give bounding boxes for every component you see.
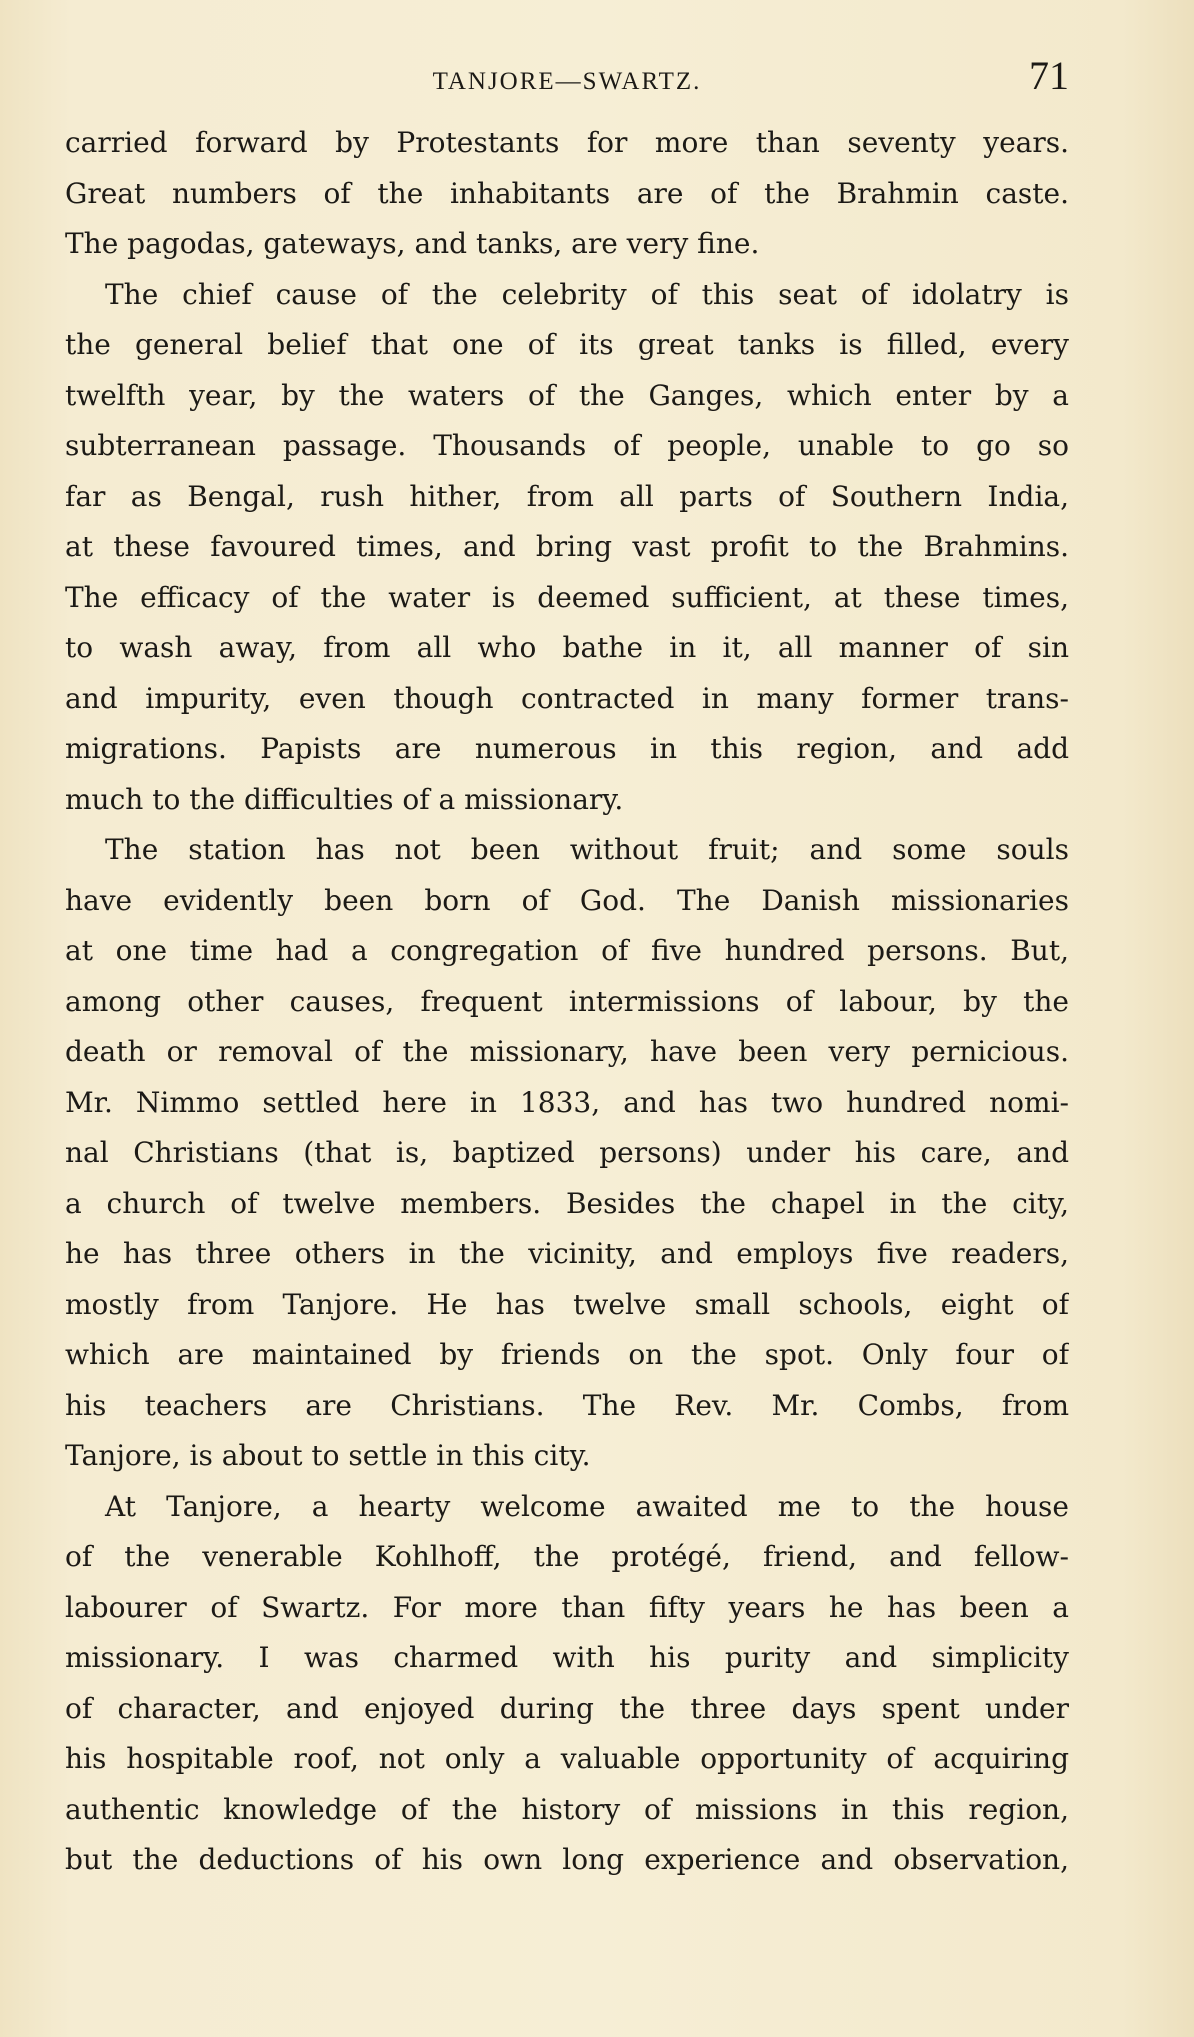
text-line: migrations. Papists are numerous in this region, and add xyxy=(65,732,1069,765)
body-text xyxy=(65,118,1069,1886)
text-line: and impurity, even though contracted in many former trans- xyxy=(65,681,1069,715)
text-line: at these favoured times, and bring vast profit to the Brahmins. xyxy=(65,530,1069,563)
text-line: At Tanjore, a hearty welcome awaited me to the house xyxy=(105,1489,1069,1523)
text-line: The station has not been without fruit; and some souls xyxy=(105,833,1069,866)
text-line: have evidently been born of God. The Danish missionaries xyxy=(65,883,1069,917)
text-line: Great numbers of the inhabitants are of the Brahmin caste. xyxy=(65,176,1069,210)
text-line: of character, and enjoyed during the three days spent under xyxy=(65,1691,1069,1725)
text-line: the general belief that one of its great tanks is filled, every xyxy=(65,328,1069,361)
text-line: nal Christians (that is, baptized persons) under his care, and xyxy=(65,1136,1069,1169)
text-line: which are maintained by friends on the spot. Only four of xyxy=(65,1338,1069,1371)
running-head: TANJORE—SWARTZ. xyxy=(432,68,702,95)
text-line: The pagodas, gateways, and tanks, are very fine. xyxy=(65,227,760,260)
text-line: twelfth year, by the waters of the Ganges, which enter by a xyxy=(65,378,1069,412)
text-line: to wash away, from all who bathe in it, all manner of sin xyxy=(65,631,1069,664)
text-line: The chief cause of the celebrity of this seat of idolatry is xyxy=(105,277,1069,311)
text-line: his hospitable roof, not only a valuable opportunity of acquiring xyxy=(65,1742,1069,1775)
text-line: labourer of Swartz. For more than fifty years he has been a xyxy=(65,1590,1069,1624)
text-line: missionary. I was charmed with his purity and simplicity xyxy=(65,1641,1069,1674)
text-line: carried forward by Protestants for more than seventy years. xyxy=(65,126,1069,159)
text-line: his teachers are Christians. The Rev. Mr. Combs, from xyxy=(65,1388,1069,1422)
text-line: he has three others in the vicinity, and employs five readers, xyxy=(65,1237,1069,1270)
text-line: The efficacy of the water is deemed sufficient, at these times, xyxy=(65,580,1069,614)
text-line: mostly from Tanjore. He has twelve small schools, eight of xyxy=(65,1287,1069,1321)
text-line: among other causes, frequent intermissions of labour, by the xyxy=(65,984,1069,1018)
page-number: 71 xyxy=(1029,53,1069,98)
text-line: far as Bengal, rush hither, from all parts of Southern India, xyxy=(65,479,1069,513)
text-line: death or removal of the missionary, have been very pernicious. xyxy=(65,1035,1069,1068)
text-line: at one time had a congregation of five hundred persons. But, xyxy=(65,934,1069,967)
text-line: a church of twelve members. Besides the chapel in the city, xyxy=(65,1186,1069,1220)
page-header xyxy=(65,53,1069,116)
text-line: but the deductions of his own long experience and observation, xyxy=(65,1843,1069,1876)
text-line: of the venerable Kohlhoff, the protégé, friend, and fellow- xyxy=(65,1540,1069,1573)
text-line: much to the difficulties of a missionary. xyxy=(65,782,624,816)
text-line: subterranean passage. Thousands of people, unable to go so xyxy=(65,429,1069,462)
text-line: authentic knowledge of the history of missions in this region, xyxy=(65,1792,1069,1826)
text-line: Tanjore, is about to settle in this city. xyxy=(65,1439,591,1472)
text-line: Mr. Nimmo settled here in 1833, and has two hundred nomi- xyxy=(65,1085,1069,1119)
